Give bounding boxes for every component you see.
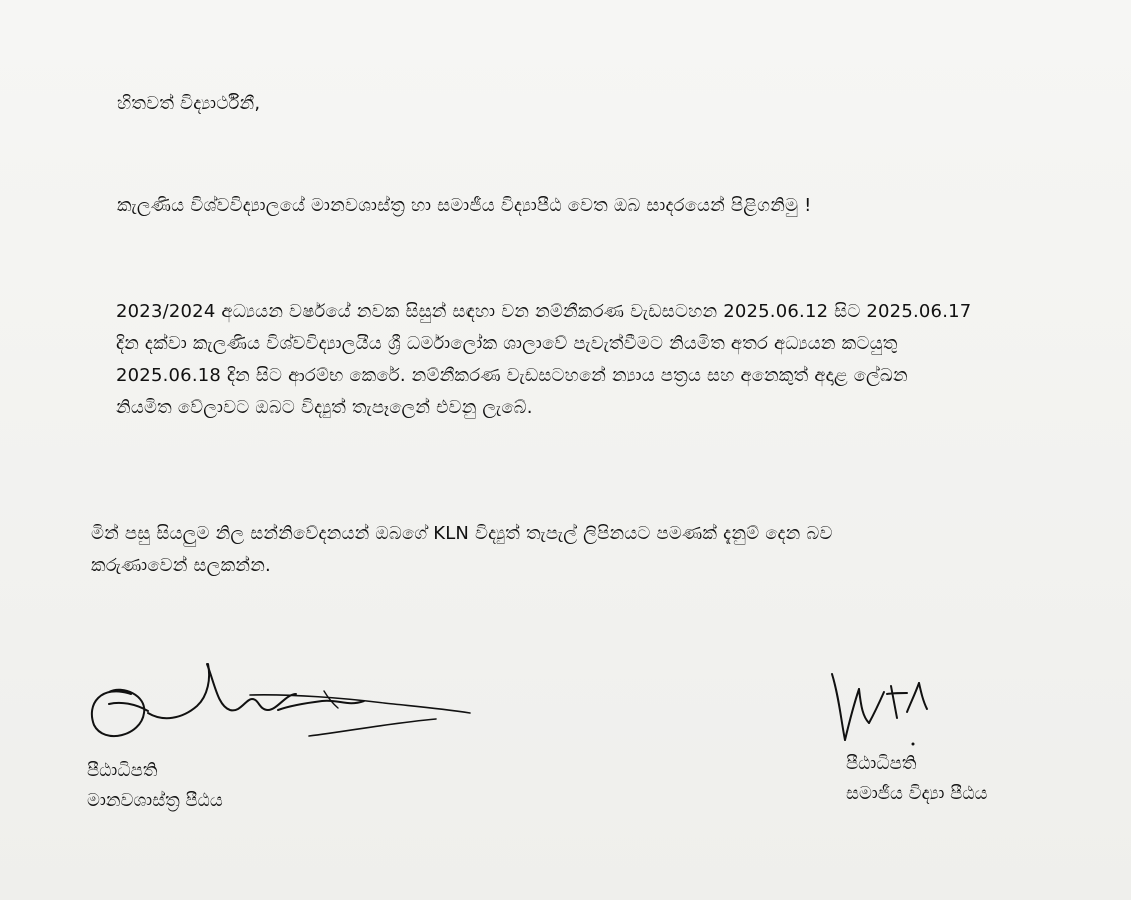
- humanities-dean-signature: [84, 652, 474, 752]
- social-sciences-dean-signature: [824, 662, 944, 748]
- orientation-line: නියමිත වේලාවට ඔබට විද්‍යුත් තැපෑලෙන් එවනු ලැබේ.: [116, 397, 533, 418]
- humanities-faculty-name: මානවශාස්ත්‍ර පීඨය: [87, 790, 223, 811]
- communication-line: මින් පසු සියලුම නිල සන්නිවේදනයන් ඔබගේ KLN විද්‍යුත් තැපැල් ලිපිනයට පමණක් දැනුම් දෙන බව: [91, 523, 833, 544]
- orientation-paragraph: [116, 296, 1046, 424]
- orientation-line: 2023/2024 අධ්‍යයන වර්ෂයේ නවක සිසුන් සඳහා වන නම්නීකරණ වැඩසටහන 2025.06.12 සිට 2025.06.17: [116, 301, 972, 322]
- communication-line: කරුණාවෙන් සලකන්න.: [91, 555, 271, 576]
- orientation-line: දින දක්වා කැලණිය විශ්වවිද්‍යාලයීය ශ්‍රී ධර්මාලෝක ශාලාවේ පැවැත්වීමට නියමිත අතර අධ්‍යයන කටයුතු: [116, 333, 898, 354]
- orientation-line: 2025.06.18 දින සිට ආරම්භ කෙරේ. නම්නීකරණ වැඩසටහනේ න්‍යාය පත්‍රය සහ අනෙකුත් අදාළ ලේඛන: [116, 365, 908, 386]
- humanities-dean-title: පීඨාධිපති: [87, 760, 158, 781]
- salutation: හිතවත් විද්‍යාර්ථිනී,: [117, 93, 261, 114]
- social-sciences-dean-title: පීඨාධිපති: [846, 753, 917, 774]
- communication-paragraph: [91, 518, 1051, 582]
- social-sciences-faculty-name: සමාජීය විද්‍යා පීඨය: [846, 783, 988, 804]
- welcome-message: කැලණිය විශ්වවිද්‍යාලයේ මානවශාස්ත්‍ර හා සමාජීය විද්‍යාපීඨ වෙත ඔබ සාදරයෙන් පිළිගනිමු !: [117, 195, 812, 216]
